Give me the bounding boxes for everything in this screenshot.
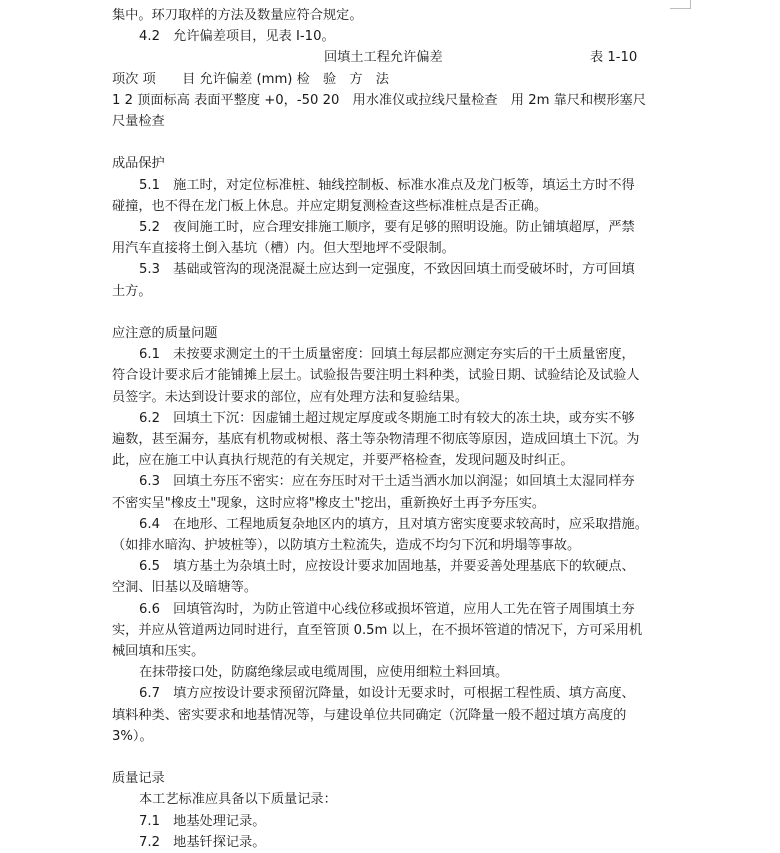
paragraph-line: 5.3 基础或管沟的现浇混凝土应达到一定强度，不致因回填土而受破坏时，方可回填	[139, 262, 635, 278]
paragraph-line: 不密实呈"橡皮土"现象，这时应将"橡皮土"挖出，重新换好土再予夯压实。	[112, 495, 546, 511]
paragraph-line: 在抹带接口处，防腐绝缘层或电缆周围，应使用细粒土料回填。	[139, 665, 509, 681]
table-header: 项次 项 目 允许偏差 (mm) 检 验 方 法	[112, 71, 389, 87]
paragraph-line: 7.1 地基处理记录。	[139, 813, 266, 829]
section-protection-body	[112, 175, 672, 302]
paragraph-line: 5.2 夜间施工时，应合理安排施工顺序，要有足够的照明设施。防止铺填超厚，严禁	[139, 220, 635, 235]
paragraph-line: 5.1 施工时，对定位标准桩、轴线控制板、标准水准点及龙门板等，填运土方时不得	[139, 177, 635, 193]
paragraph-line: 7.2 地基钎探记录。	[139, 834, 266, 850]
table-row-line: 1 2 顶面标高 表面平整度 +0，-50 20 用水准仪或拉线尺量检查 用 2m 靠尺和楔形塞尺	[112, 92, 646, 108]
paragraph-line: 实，并应从管道两边同时进行，直至管顶 0.5m 以上，在不损坏管道的情况下，方可采用机	[112, 622, 643, 638]
paragraph-line: 员签字。未达到设计要求的部位，应有处理方法和复验结果。	[112, 389, 469, 405]
section-quality-issues-body	[112, 344, 672, 747]
paragraph-line: 6.1 未按要求测定土的干土质量密度：回填土每层都应测定夯实后的干土质量密度，	[139, 347, 635, 363]
section-heading-quality-issues: 应注意的质量问题	[112, 326, 218, 341]
paragraph-line: 6.2 回填土下沉：因虚铺土超过规定厚度或冬期施工时有较大的冻土块，或夯实不够	[139, 410, 635, 426]
paragraph-line: 6.5 填方基土为杂填土时，应按设计要求加固地基，并要妥善处理基底下的软硬点、	[139, 559, 635, 575]
paragraph-line: 遍数，甚至漏夯，基底有机物或树根、落土等杂物清理不彻底等原因，造成回填土下沉。为	[112, 432, 640, 448]
section-heading-protection: 成品保护	[112, 156, 165, 172]
paragraph-line: 6.4 在地形、工程地质复杂地区内的填方，且对填方密实度要求较高时，应采取措施。	[139, 516, 648, 532]
table-title: 回填土工程允许偏差	[324, 50, 443, 66]
paragraph-line: 此，应在施工中认真执行规范的有关规定，并要严格检查，发现问题及时纠正。	[112, 453, 574, 469]
table-caption	[112, 47, 672, 68]
paragraph-line: 本工艺标准应具备以下质量记录：	[139, 792, 337, 808]
table-row-line: 尺量检查	[112, 114, 165, 129]
paragraph-line: 空洞、旧基以及暗塘等。	[112, 580, 258, 596]
paragraph-line: 6.3 回填土夯压不密实：应在夯压时对干土适当洒水加以润湿；如回填土太湿同样夯	[139, 474, 635, 490]
paragraph-line: 土方。	[112, 283, 152, 299]
paragraph-line: 4.2 允许偏差项目，见表 I-10。	[139, 29, 335, 45]
paragraph-line: 填料种类、密实要求和地基情况等，与建设单位共同确定（沉降量一般不超过填方高度的	[112, 707, 627, 723]
paragraph-line: 6.7 填方应按设计要求预留沉降量，如设计无要求时，可根据工程性质、填方高度、	[139, 686, 635, 702]
document-body	[112, 5, 672, 853]
paragraph-line: 符合设计要求后才能铺摊上层土。试验报告要注明土料种类，试验日期、试验结论及试验人	[112, 368, 640, 384]
paragraph-line: （如排水暗沟、护坡桩等），以防填方土粒流失，造成不均匀下沉和坍塌等事故。	[112, 538, 581, 554]
section-heading-records: 质量记录	[112, 771, 165, 787]
paragraph-line: 3%）。	[112, 728, 153, 744]
paragraph-line: 集中。环刀取样的方法及数量应符合规定。	[112, 8, 363, 23]
paragraph-line: 用汽车直接将土倒入基坑（槽）内。但大型地坪不受限制。	[112, 241, 455, 257]
paragraph-line: 碰撞，也不得在龙门板上休息。并应定期复测检查这些标准桩点是否正确。	[112, 198, 548, 214]
paragraph-line: 械回填和压实。	[112, 644, 205, 660]
table-number: 表 1-10	[590, 50, 638, 66]
section-records-body	[112, 789, 672, 853]
page-corner-mark	[670, 0, 691, 9]
paragraph-line: 6.6 回填管沟时，为防止管道中心线位移或损坏管道，应用人工先在管子周围填土夯	[139, 601, 635, 617]
